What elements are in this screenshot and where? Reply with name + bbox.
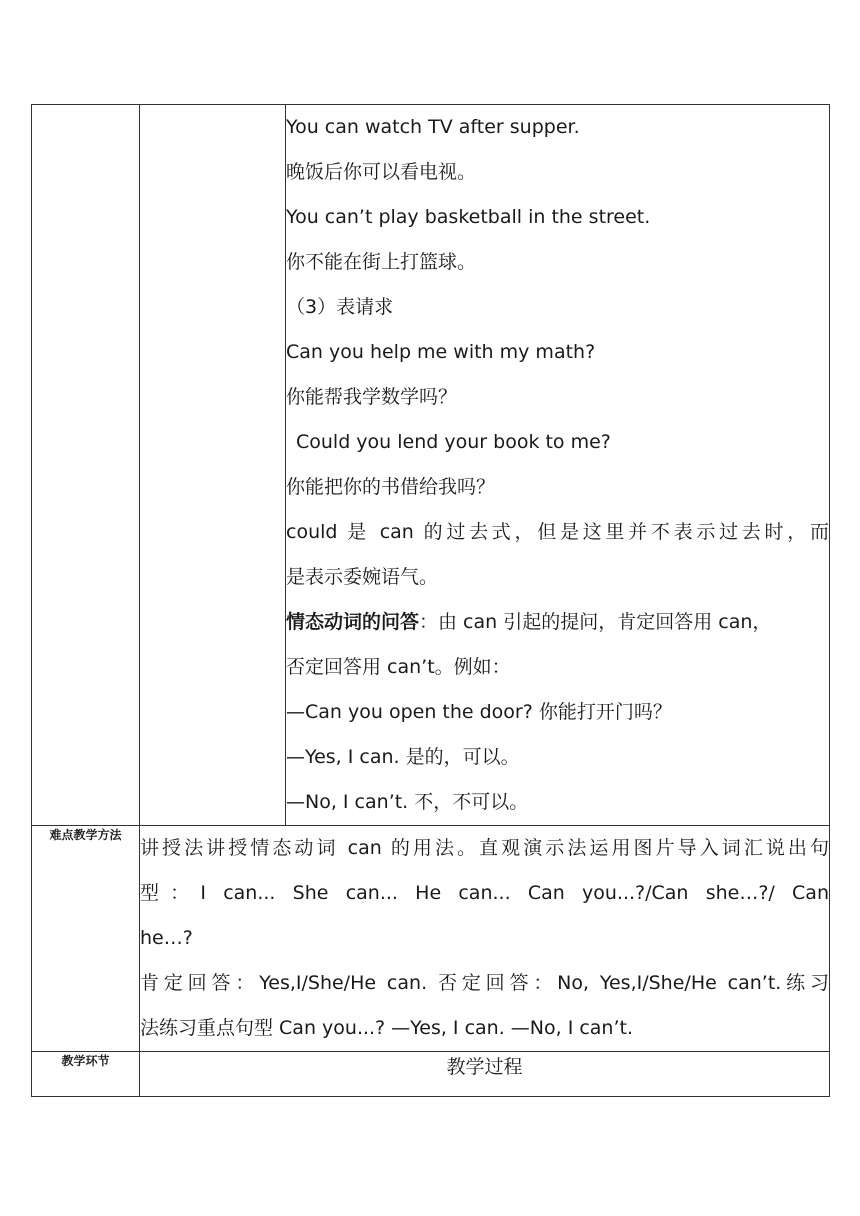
text-line: —Can you open the door? 你能打开门吗？ — [286, 701, 672, 723]
text-line: —Yes, I can. 是的，可以。 — [286, 746, 520, 768]
qa-text: ：由 can 引起的提问，肯定回答用 can， — [419, 611, 772, 633]
method-label: 难点教学方法 — [32, 826, 140, 1052]
text-line: could 是 can 的过去式，但是这里并不表示过去时，而 — [286, 521, 829, 543]
empty-cell-1 — [32, 105, 140, 826]
text-line: You can’t play basketball in the street. — [286, 206, 651, 228]
qa-heading: 情态动词的问答 — [286, 611, 420, 633]
text-line: 晚饭后你可以看电视。 — [286, 161, 477, 183]
grammar-content — [286, 105, 830, 826]
empty-cell-2 — [140, 105, 286, 826]
text-line: —No, I can’t. 不，不可以。 — [286, 791, 529, 813]
text-line: 你不能在街上打篮球。 — [286, 251, 477, 273]
process-row — [32, 1052, 830, 1097]
method-line: 肯定回答：Yes,I/She/He can. 否定回答：No, Yes,I/She/He can’t.练习 — [140, 972, 829, 994]
text-line: 你能把你的书借给我吗？ — [286, 476, 496, 498]
text-line: （3）表请求 — [286, 296, 394, 318]
method-row — [32, 826, 830, 1052]
text-line: Can you help me with my math? — [286, 341, 596, 363]
process-title: 教学过程 — [140, 1052, 830, 1097]
method-line: 讲授法讲授情态动词 can 的用法。直观演示法运用图片导入词汇说出句 — [140, 837, 829, 859]
process-label: 教学环节 — [32, 1052, 140, 1097]
text-line: 是表示委婉语气。 — [286, 566, 439, 588]
qa-line — [286, 600, 829, 645]
grammar-row — [32, 105, 830, 826]
method-line: 型：I can... She can... He can... Can you...?/Can she…?/ Can — [140, 882, 829, 904]
text-line: Could you lend your book to me? — [296, 431, 611, 453]
text-line: You can watch TV after supper. — [286, 116, 580, 138]
method-line: 法练习重点句型 Can you...? —Yes, I can. —No, I can’t. — [140, 1017, 634, 1039]
text-line: 你能帮我学数学吗？ — [286, 386, 458, 408]
lesson-plan-table — [31, 104, 830, 1097]
text-line: 否定回答用 can’t。例如： — [286, 656, 511, 678]
method-line: he…? — [140, 927, 193, 949]
method-content — [140, 826, 830, 1052]
